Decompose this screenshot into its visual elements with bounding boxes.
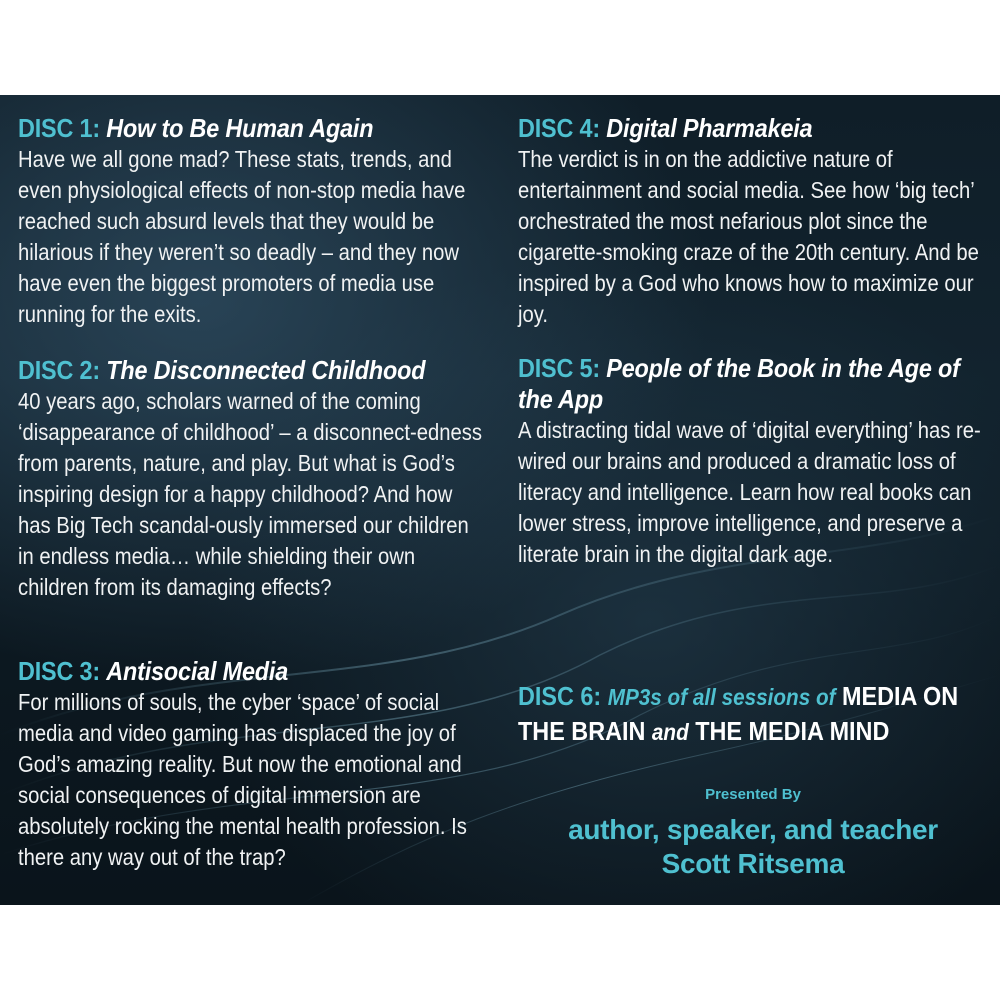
disc-4-section [518,113,1000,330]
presenter-name: Scott Ritsema [661,848,845,879]
disc-6-number: DISC 6: [518,681,602,711]
disc-4-number: DISC 4: [518,113,600,143]
disc-5-section [518,353,1000,570]
disc-6-media-mind: THE MEDIA MIND [695,716,890,746]
disc-2-number: DISC 2: [18,355,100,385]
disc-1-section [18,113,552,330]
disc-3-section [18,656,552,873]
disc-4-description: The verdict is in on the addictive nature of entertainment and social media. See how ‘big tech’ orchestrated the most nefarious plot since the cigarette-smoking craze of the 20th century. And be inspired by a God who knows how to maximize our joy. [518,146,979,327]
disc-6-and: and [651,719,689,745]
disc-3-description: For millions of souls, the cyber ‘space’ of social media and video gaming has displaced the joy of God’s amazing reality. But now the emotional and social consequences of digital immersion are absolutely rocking the mental health profession. Is there any way out of the trap? [18,689,467,870]
disc-5-title: People of the Book in the Age of the App [518,353,960,414]
presented-by-label: Presented By [705,786,801,803]
disc-6-heading [518,679,986,749]
disc-3-title: Antisocial Media [106,656,289,686]
disc-3-heading [18,656,499,687]
disc-3-number: DISC 3: [18,656,100,686]
cover-panel [0,95,1000,905]
disc-4-title: Digital Pharmakeia [606,113,813,143]
disc-4-heading [518,113,999,144]
disc-5-heading [518,353,986,415]
disc-2-heading [18,355,499,386]
disc-5-description: A distracting tidal wave of ‘digital everything’ has re-wired our brains and produced a dramatic loss of literacy and intelligence. Learn how real books can lower stress, improve intelligence, and preserve a literate brain in the digital dark age. [518,417,981,567]
disc-5-number: DISC 5: [518,353,600,383]
disc-6-media-brain: MEDIA ON THE BRAIN [518,681,959,746]
disc-2-title: The Disconnected Childhood [106,355,426,385]
presenter-block [518,785,988,881]
disc-1-title: How to Be Human Again [106,113,374,143]
disc-6-prefix: MP3s of all sessions of [607,684,836,710]
disc-2-section [18,355,552,603]
presenter-role: author, speaker, and teacher [568,814,938,845]
disc-1-heading [18,113,499,144]
disc-1-description: Have we all gone mad? These stats, trends, and even physiological effects of non-stop media have reached such absurd levels that they would be hilarious if they weren’t so deadly – and they now have even the biggest promoters of media use running for the exits. [18,146,466,327]
disc-6-section [518,679,1000,749]
disc-1-number: DISC 1: [18,113,100,143]
disc-2-description: 40 years ago, scholars warned of the coming ‘disappearance of childhood’ – a disconnect-edness from parents, nature, and play. But what is God’s inspiring design for a happy childhood? And how has Big Tech scandal-ously immersed our children in endless media… while shielding their own children from its damaging effects? [18,388,482,600]
